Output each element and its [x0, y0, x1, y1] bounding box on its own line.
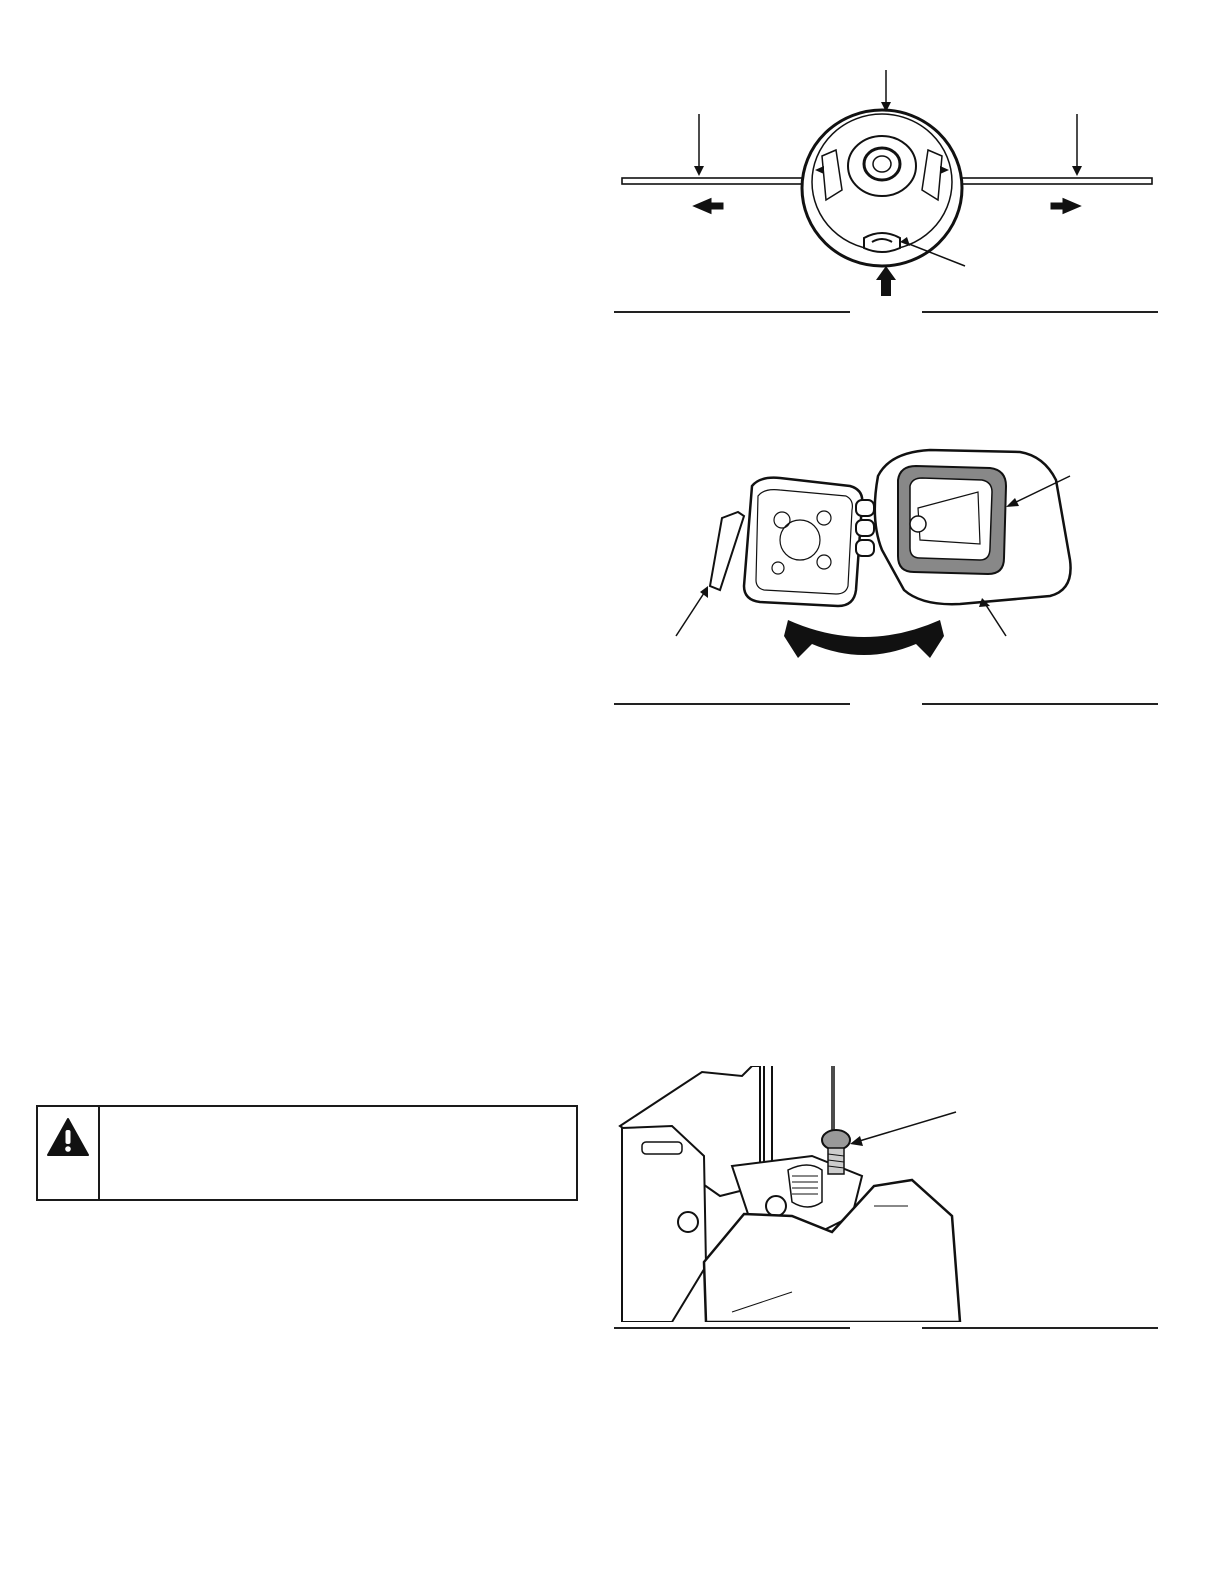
figure-rule-right	[922, 311, 1158, 313]
arrow-left-icon	[696, 200, 722, 212]
figure-rule-right	[922, 1327, 1158, 1329]
curved-double-arrow-icon	[784, 620, 944, 658]
filter-cover	[744, 478, 862, 606]
cover-latch	[710, 512, 744, 590]
cover-screw-illustration	[612, 1066, 1172, 1322]
figure-rule-right	[922, 703, 1158, 705]
screw-head	[822, 1130, 850, 1150]
warning-triangle-icon	[46, 1117, 90, 1157]
trimmer-head-illustration	[610, 70, 1170, 305]
figure-cover-screw	[612, 1066, 1172, 1322]
figure-trimmer-head	[610, 70, 1170, 305]
figure-rule-left	[614, 1327, 850, 1329]
figure-air-filter	[660, 440, 1080, 680]
figure-rule-left	[614, 311, 850, 313]
warning-text	[100, 1107, 576, 1199]
air-filter-illustration	[660, 440, 1080, 680]
warning-icon-cell	[38, 1107, 100, 1199]
arrow-up-icon	[876, 266, 896, 296]
figure-rule-left	[614, 703, 850, 705]
arrow-right-icon	[1052, 200, 1078, 212]
warning-box	[36, 1105, 578, 1201]
